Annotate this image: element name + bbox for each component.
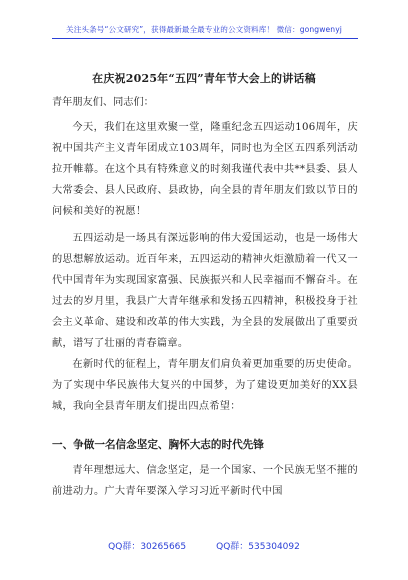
body-paragraph: 五四运动是一场具有深远影响的伟大爱国运动，也是一场伟大的思想解放运动。近百年来，五四运动的精神火炬激励着一代又一代中国青年为实现国家富强、民族振兴和人民幸福而不懈奋斗。在过去的岁月里，我县广大青年继承和发扬五四精神，积极投身于社会主义革命、建设和改革的伟大实践，为全县的发展做出了重要贡献，谱写了壮丽的青春篇章。: [52, 233, 358, 349]
header-divider: [52, 38, 358, 39]
salutation: 青年朋友们、同志们：: [52, 97, 154, 108]
footer-contact: [0, 539, 408, 552]
body-paragraph: 今天，我们在这里欢聚一堂，隆重纪念五四运动106周年，庆祝中国共产主义青年团成立103周年，同时也为全区五四系列活动拉开帷幕。在这个具有特殊意义的时刻我谨代表中共**县委、县人大常委会、县人民政府、县政协，向全县的青年朋友们致以节日的问候和美好的祝愿！: [52, 122, 358, 217]
qq-group-1: QQ群：30265665: [108, 542, 187, 552]
section-heading: 一、争做一名信念坚定、胸怀大志的时代先锋: [52, 439, 264, 451]
header-banner: 关注头条号“公文研究”，获得最新最全最专业的公文资料库！ 微信：gongwenyj: [66, 25, 342, 34]
body-paragraph: 在新时代的征程上，青年朋友们肩负着更加重要的历史使命。为了实现中华民族伟大复兴的中国梦，为了建设更加美好的XX县城，我向全县青年朋友们提出四点希望：: [52, 359, 358, 412]
section-paragraph: 青年理想远大、信念坚定，是一个国家、一个民族无坚不摧的前进动力。广大青年要深入学习习近平新时代中国: [52, 465, 358, 497]
qq-group-2: QQ群：535304092: [216, 542, 300, 552]
document-title: 在庆祝2025年“五四”青年节大会上的讲话稿: [92, 72, 316, 85]
